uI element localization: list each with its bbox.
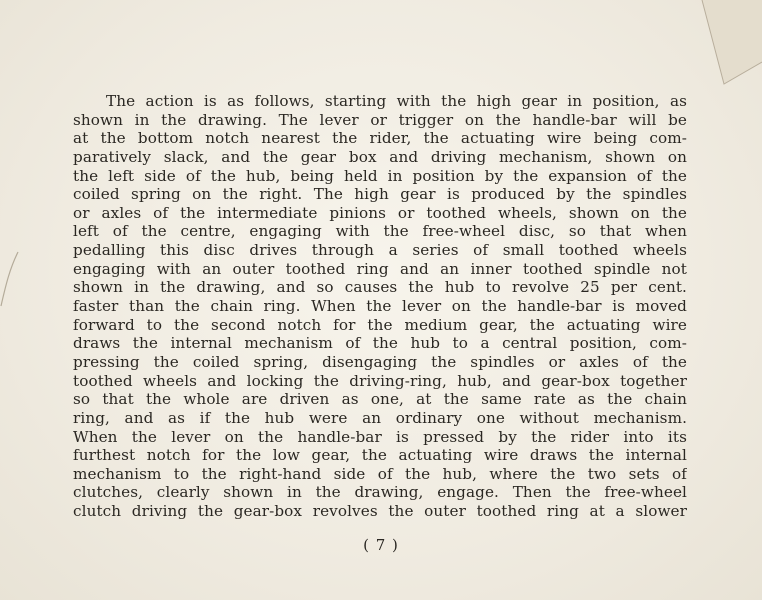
text-line: so that the whole are driven as one, at the same rate as the chain — [73, 390, 687, 409]
text-line: mechanism to the right-hand side of the hub, where the two sets of — [73, 464, 687, 483]
page-number: ( 7 ) — [363, 536, 399, 554]
text-line: draws the internal mechanism of the hub to a central position, com- — [73, 334, 687, 353]
text-line: or axles of the intermediate pinions or toothed wheels, shown on the — [73, 203, 687, 222]
text-line: left of the centre, engaging with the free-wheel disc, so that when — [73, 222, 687, 241]
text-line: toothed wheels and locking the driving-ring, hub, and gear-box together — [73, 371, 687, 390]
text-line: shown in the drawing, and so causes the hub to revolve 25 per cent. — [73, 278, 687, 297]
text-line: coiled spring on the right. The high gear is produced by the spindles — [73, 185, 687, 204]
text-line: clutches, clearly shown in the drawing, engage. Then the free-wheel — [73, 483, 687, 502]
text-line: pedalling this disc drives through a series of small toothed wheels — [73, 241, 687, 260]
text-line: furthest notch for the low gear, the actuating wire draws the internal — [73, 446, 687, 465]
text-line: engaging with an outer toothed ring and an inner toothed spindle not — [73, 259, 687, 278]
text-line: The action is as follows, starting with the high gear in position, as — [106, 92, 687, 110]
folded-corner — [662, 0, 762, 90]
text-line: faster than the chain ring. When the lever on the handle-bar is moved — [73, 297, 687, 316]
text-line: When the lever on the handle-bar is pressed by the rider into its — [73, 427, 687, 446]
margin-mark — [0, 250, 24, 310]
text-line: clutch driving the gear-box revolves the outer toothed ring at a slower — [73, 502, 687, 521]
text-line: shown in the drawing. The lever or trigger on the handle-bar will be — [73, 110, 687, 129]
text-line: at the bottom notch nearest the rider, the actuating wire being com- — [73, 129, 687, 148]
text-line: the left side of the hub, being held in position by the expansion of the — [73, 166, 687, 185]
text-line: ring, and as if the hub were an ordinary one without mechanism. — [73, 408, 687, 427]
text-line: paratively slack, and the gear box and driving mechanism, shown on — [73, 147, 687, 166]
body-text — [73, 92, 687, 521]
text-line: pressing the coiled spring, disengaging the spindles or axles of the — [73, 352, 687, 371]
text-line: forward to the second notch for the medium gear, the actuating wire — [73, 315, 687, 334]
